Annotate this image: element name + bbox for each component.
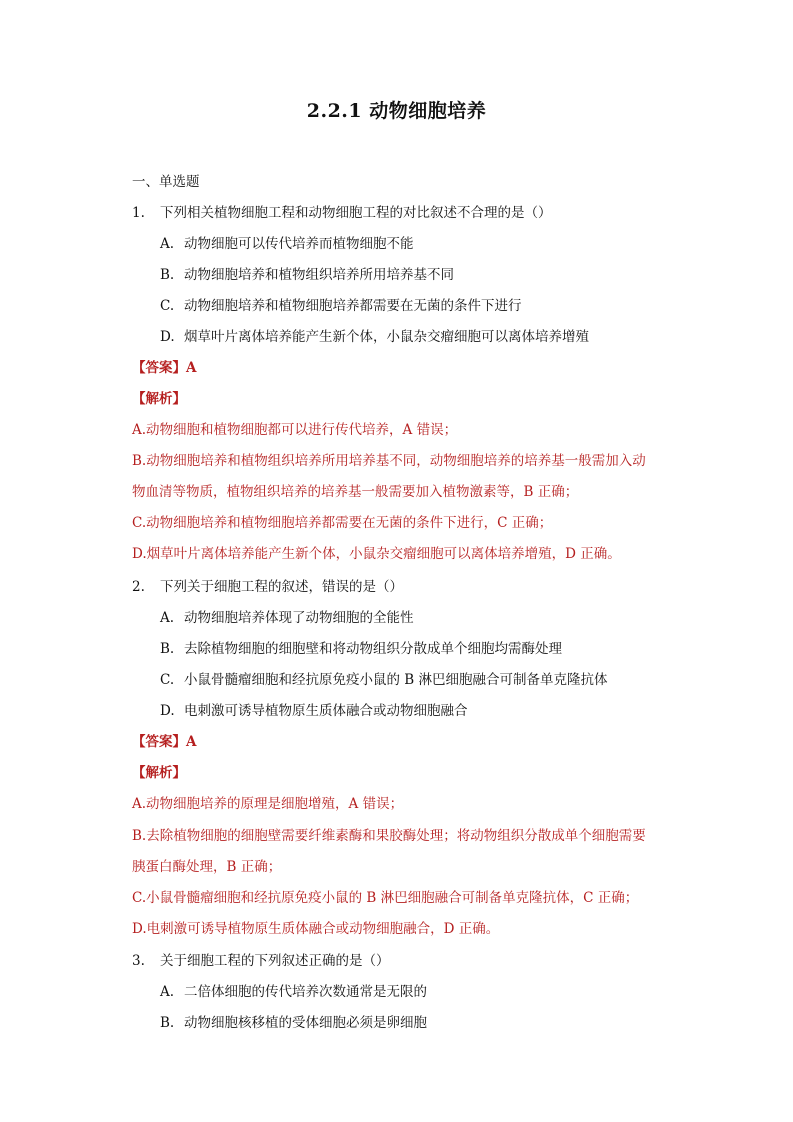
option-text: 动物细胞培养和植物细胞培养都需要在无菌的条件下进行 [184, 298, 522, 314]
answer-line [132, 732, 196, 752]
option-text: 烟草叶片离体培养能产生新个体，小鼠杂交瘤细胞可以离体培养增殖 [184, 329, 589, 345]
question-number: 1. [132, 205, 145, 221]
option-label: B. [160, 1015, 175, 1031]
option-text: 二倍体细胞的传代培养次数通常是无限的 [184, 984, 427, 1000]
option-a [160, 608, 414, 628]
question-number: 3. [132, 953, 145, 969]
question-stem: 下列相关植物细胞工程和动物细胞工程的对比叙述不合理的是（） [160, 205, 552, 221]
option-b [160, 1013, 427, 1033]
option-label: D. [160, 329, 175, 345]
option-text: 小鼠骨髓瘤细胞和经抗原免疫小鼠的 B 淋巴细胞融合可制备单克隆抗体 [184, 672, 608, 688]
section-heading: 一、单选题 [132, 174, 200, 190]
answer-label: 【答案】 [132, 734, 186, 750]
option-c [160, 670, 608, 690]
question-2 [132, 577, 403, 597]
option-label: B. [160, 641, 175, 657]
option-c [160, 296, 522, 316]
option-a [160, 234, 414, 254]
analysis-label: 【解析】 [132, 765, 186, 781]
answer-value: A [186, 734, 197, 750]
question-1 [132, 203, 552, 223]
page-title: 2.2.1 动物细胞培养 [306, 100, 487, 122]
analysis-label: 【解析】 [132, 391, 186, 407]
option-d [160, 327, 589, 347]
analysis-line: 物血清等物质，植物组织培养的培养基一般需要加入植物激素等，B 正确； [132, 484, 579, 500]
option-text: 电刺激可诱导植物原生质体融合或动物细胞融合 [184, 703, 468, 719]
answer-line [132, 358, 196, 378]
option-b [160, 265, 454, 285]
option-a [160, 982, 427, 1002]
option-label: B. [160, 267, 175, 283]
answer-value: A [186, 360, 197, 376]
analysis-line: D.烟草叶片离体培养能产生新个体，小鼠杂交瘤细胞可以离体培养增殖，D 正确。 [132, 546, 621, 562]
option-text: 动物细胞培养和植物组织培养所用培养基不同 [184, 267, 454, 283]
option-text: 动物细胞核移植的受体细胞必须是卵细胞 [184, 1015, 427, 1031]
question-stem: 下列关于细胞工程的叙述，错误的是（） [160, 579, 403, 595]
option-text: 动物细胞培养体现了动物细胞的全能性 [184, 610, 414, 626]
analysis-line: B.去除植物细胞的细胞壁需要纤维素酶和果胶酶处理；将动物组织分散成单个细胞需要 [132, 828, 646, 844]
option-label: D. [160, 703, 175, 719]
analysis-line: C.动物细胞培养和植物细胞培养都需要在无菌的条件下进行，C 正确； [132, 515, 553, 531]
question-stem: 关于细胞工程的下列叙述正确的是（） [160, 953, 390, 969]
question-number: 2. [132, 579, 145, 595]
option-label: C. [160, 298, 175, 314]
option-label: A. [160, 984, 175, 1000]
option-text: 动物细胞可以传代培养而植物细胞不能 [184, 236, 414, 252]
analysis-line: B.动物细胞培养和植物组织培养所用培养基不同，动物细胞培养的培养基一般需加入动 [132, 453, 646, 469]
option-label: C. [160, 672, 175, 688]
option-label: A. [160, 610, 175, 626]
option-label: A. [160, 236, 175, 252]
analysis-line: A.动物细胞和植物细胞都可以进行传代培养，A 错误； [132, 422, 458, 438]
option-b [160, 639, 562, 659]
analysis-line: D.电刺激可诱导植物原生质体融合或动物细胞融合，D 正确。 [132, 921, 500, 937]
option-d [160, 701, 468, 721]
analysis-line: 胰蛋白酶处理，B 正确； [132, 859, 282, 875]
option-text: 去除植物细胞的细胞壁和将动物组织分散成单个细胞均需酶处理 [184, 641, 562, 657]
analysis-line: C.小鼠骨髓瘤细胞和经抗原免疫小鼠的 B 淋巴细胞融合可制备单克隆抗体，C 正确； [132, 890, 639, 906]
question-3 [132, 951, 390, 971]
answer-label: 【答案】 [132, 360, 186, 376]
analysis-line: A.动物细胞培养的原理是细胞增殖，A 错误； [132, 796, 404, 812]
